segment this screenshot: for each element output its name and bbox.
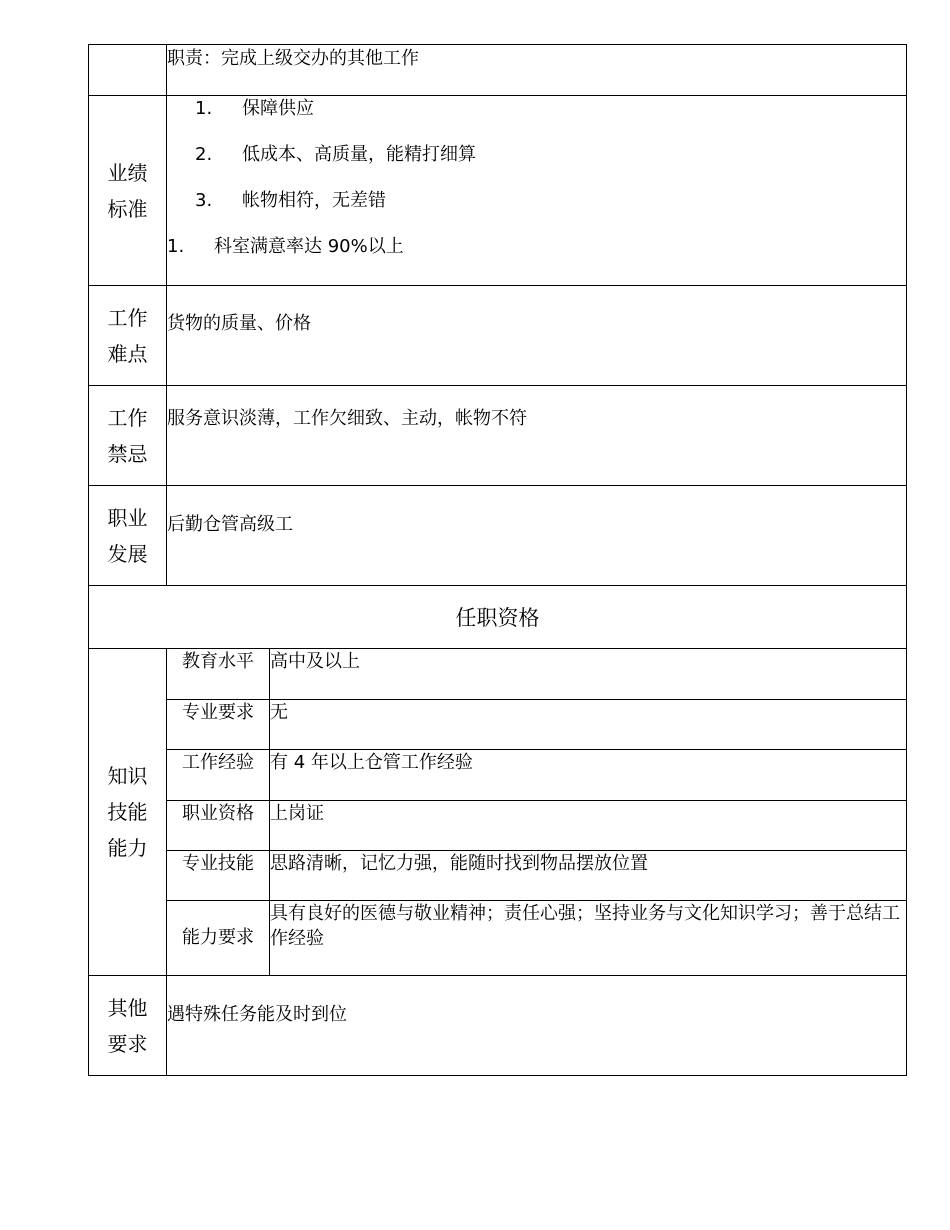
difficulty-label-cell <box>89 286 167 386</box>
qualification-value: 具有良好的医德与敬业精神；责任心强；坚持业务与文化知识学习；善于总结工作经验 <box>270 902 900 949</box>
list-item <box>167 96 906 142</box>
job-description-table <box>88 44 907 1076</box>
qualification-value: 无 <box>270 699 907 749</box>
other-cell <box>167 976 907 1076</box>
qualification-key: 专业要求 <box>167 699 270 749</box>
difficulty-label: 工作难点 <box>107 305 148 366</box>
performance-row <box>89 96 907 286</box>
qualification-value: 上岗证 <box>270 800 907 850</box>
career-label: 职业发展 <box>107 505 148 566</box>
qualification-key: 工作经验 <box>167 749 270 800</box>
career-cell <box>167 486 907 586</box>
qualifications-cell <box>167 649 907 976</box>
taboo-label-cell <box>89 386 167 486</box>
qualification-value: 思路清晰，记忆力强，能随时找到物品摆放位置 <box>270 850 907 900</box>
performance-cell <box>167 96 907 286</box>
qualifications-label: 知识技能能力 <box>107 764 148 860</box>
qualification-key: 专业技能 <box>167 850 270 900</box>
taboo-text: 服务意识淡薄，工作欠细致、主动，帐物不符 <box>167 408 527 429</box>
duties-text: 职责：完成上级交办的其他工作 <box>167 48 419 69</box>
qualification-key: 能力要求 <box>167 900 270 975</box>
list-item <box>167 188 906 234</box>
table-row <box>167 850 906 900</box>
other-label-cell <box>89 976 167 1076</box>
qualifications-table <box>167 649 906 975</box>
taboo-row <box>89 386 907 486</box>
performance-label-cell <box>89 96 167 286</box>
career-row <box>89 486 907 586</box>
performance-list <box>167 96 906 280</box>
list-item <box>167 142 906 188</box>
list-item-text: 低成本、高质量，能精打细算 <box>242 144 476 165</box>
duties-row <box>89 45 907 96</box>
qualification-value: 有 4 年以上仓管工作经验 <box>270 749 907 800</box>
table-row <box>167 800 906 850</box>
performance-label: 业绩标准 <box>107 160 148 221</box>
table-row <box>167 649 906 699</box>
career-label-cell <box>89 486 167 586</box>
list-item-text: 保障供应 <box>242 98 314 119</box>
list-item-number: 1. <box>195 98 213 119</box>
duties-label-cell <box>89 45 167 96</box>
other-label: 其他要求 <box>107 995 148 1056</box>
difficulty-cell <box>167 286 907 386</box>
qualifications-row <box>89 649 907 976</box>
list-item <box>167 234 906 280</box>
list-item-number: 3. <box>195 190 213 211</box>
qualification-value: 高中及以上 <box>270 649 907 699</box>
taboo-cell <box>167 386 907 486</box>
qualifications-label-cell <box>89 649 167 976</box>
difficulty-text: 货物的质量、价格 <box>167 313 311 334</box>
career-text: 后勤仓管高级工 <box>167 514 293 535</box>
qualification-key: 职业资格 <box>167 800 270 850</box>
qualifications-header-row <box>89 586 907 649</box>
table-row <box>167 699 906 749</box>
job-description-document <box>88 44 907 1076</box>
list-item-number: 1. <box>167 236 185 257</box>
qualification-key: 教育水平 <box>167 649 270 699</box>
list-item-text: 帐物相符，无差错 <box>242 190 386 211</box>
table-row <box>167 749 906 800</box>
qualifications-header: 任职资格 <box>89 586 907 649</box>
table-row <box>167 900 906 975</box>
taboo-label: 工作禁忌 <box>107 405 148 466</box>
duties-cell <box>167 45 907 96</box>
difficulty-row <box>89 286 907 386</box>
list-item-number: 2. <box>195 144 213 165</box>
list-item-text: 科室满意率达 90%以上 <box>214 236 404 257</box>
other-row <box>89 976 907 1076</box>
other-text: 遇特殊任务能及时到位 <box>167 1004 347 1025</box>
